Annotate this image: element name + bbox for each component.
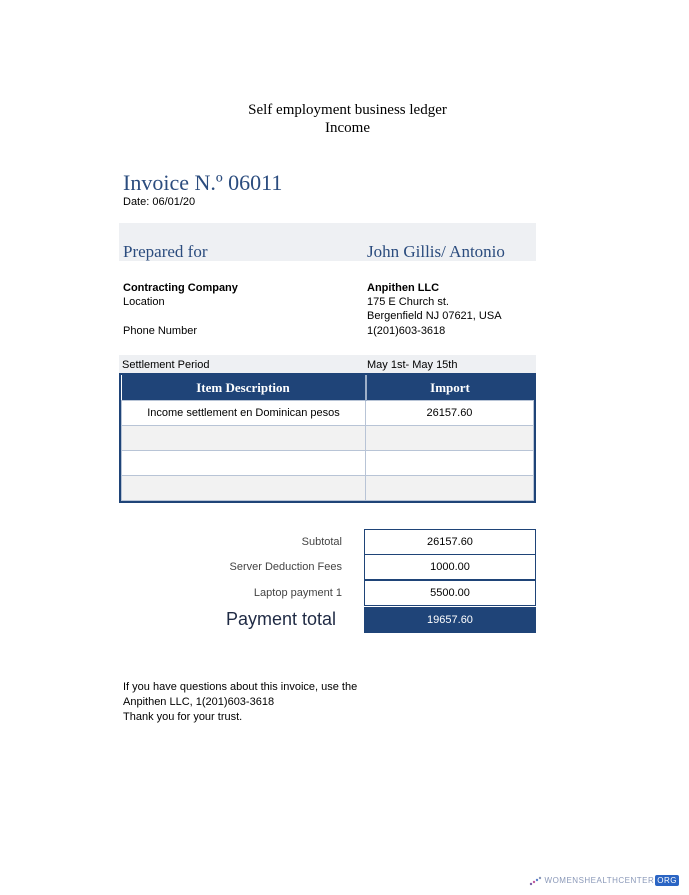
item-amount — [366, 426, 534, 451]
prepared-for-name: John Gillis/ Antonio — [367, 242, 505, 261]
client-phone-label: Phone Number — [123, 325, 197, 337]
client-location: Location — [123, 296, 165, 308]
title-line-1: Self employment business ledger — [248, 102, 447, 118]
items-header-row — [122, 375, 534, 401]
footer-line-2: Anpithen LLC, 1(201)603-3618 — [123, 696, 275, 708]
prepared-for-label: Prepared for — [123, 242, 208, 261]
watermark-text: WOMENSHEALTHCENTER — [544, 876, 655, 886]
table-row — [122, 476, 534, 501]
settlement-value: May 1st- May 15th — [367, 359, 458, 371]
footer-line-1: If you have questions about this invoice, use the — [123, 681, 358, 693]
item-amount: 26157.60 — [366, 401, 534, 426]
laptop-value: 5500.00 — [364, 580, 536, 606]
payment-total-value: 19657.60 — [364, 607, 536, 633]
footer-line-3: Thank you for your trust. — [123, 711, 243, 723]
item-description — [122, 476, 366, 501]
fees-value: 1000.00 — [364, 554, 536, 580]
header-import: Import — [366, 375, 534, 401]
header-item-description: Item Description — [122, 375, 366, 401]
watermark-logo — [529, 876, 679, 886]
dots-icon — [529, 876, 543, 886]
title-line-2: Income — [325, 120, 370, 136]
vendor-phone: 1(201)603-3618 — [367, 325, 446, 337]
table-row — [122, 451, 534, 476]
items-table — [119, 373, 536, 503]
invoice-number: Invoice N.º 06011 — [123, 170, 283, 195]
vendor-name: Anpithen LLC — [367, 282, 440, 294]
table-row — [122, 401, 534, 426]
laptop-label: Laptop payment 1 — [253, 587, 342, 599]
vendor-address-1: 175 E Church st. — [367, 296, 449, 308]
table-row — [122, 426, 534, 451]
vendor-address-2: Bergenfield NJ 07621, USA — [367, 310, 502, 322]
invoice-date: Date: 06/01/20 — [123, 196, 196, 208]
fees-label: Server Deduction Fees — [229, 561, 342, 573]
client-company: Contracting Company — [123, 282, 238, 294]
settlement-label: Settlement Period — [122, 359, 210, 371]
subtotal-value: 26157.60 — [364, 529, 536, 555]
watermark-suffix: ORG — [657, 876, 677, 886]
item-description — [122, 451, 366, 476]
item-amount — [366, 476, 534, 501]
document-title — [0, 101, 689, 137]
item-description: Income settlement en Dominican pesos — [122, 401, 366, 426]
item-amount — [366, 451, 534, 476]
payment-total-label: Payment total — [226, 609, 337, 629]
subtotal-label: Subtotal — [301, 536, 342, 548]
item-description — [122, 426, 366, 451]
